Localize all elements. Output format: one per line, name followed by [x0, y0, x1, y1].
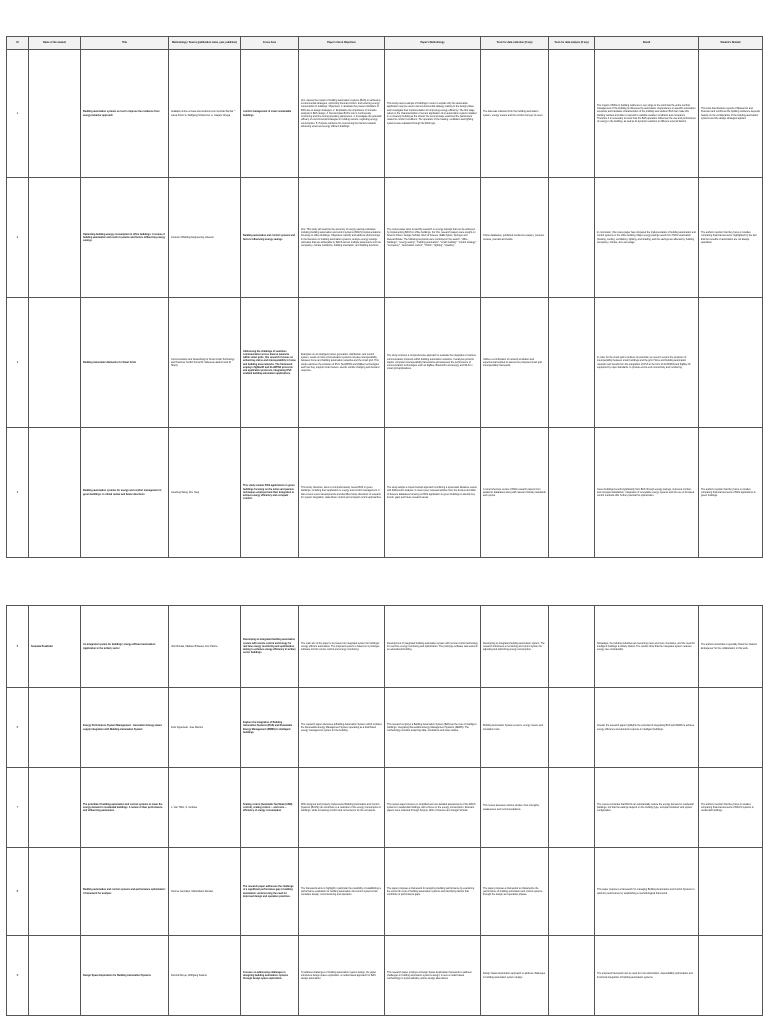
paper-title: Building Automation Networks for Smart Grids [81, 298, 169, 428]
focus-area: Developing an integrated building automation system with remote control technology for real time energy monitoring and optimization, aiming to enhance energy efficiency in tertiary sector buildings. [241, 606, 299, 688]
methodology: This study used a sample of buildings in order to explain why the automation application may be used to aid environmental strategy making in the design phase and investigate their implementation for improving energy efficiency. The first stage relied on the characterization of sensor application of an automation system installed in a university building at the school; the second stage examined the parameters related to comfort conditions. The operation of the heating, ventilation and lighting systems was evaluated through the BAS logs. [385, 50, 481, 178]
methodology: Development of integrated building automation system with remote control technology for real time energy monitoring and optimization. The prototype software was tested in an educational building. [385, 606, 481, 688]
paper-source: Guodong Wang, Zhe Yang [169, 428, 241, 558]
row-number: 1 [7, 50, 29, 178]
table-row [7, 688, 763, 768]
aim-objectives: Aim: Assess the impact of building automation systems (BAS) on achieving environmental strategies, optimizing thermal comfort, and reducing energy consumption in buildings. Objectives: 1. Evaluate the present utilization of BAS due to design strategies. 2. Emphasize the importance of scenario analysis in BAS design. 3. Demonstrate BAS's role in continuously monitoring and fine-tuning operating parameters. 4. Investigate the potential efficacy of environmental strategies in building sectors, regarding energy consumption. 5. Propose solutions for overcoming the barriers towards achieving smart and energy efficient buildings. [299, 50, 385, 178]
header-cell: Paper's Aim & Objectives [299, 37, 385, 50]
result: In order for the smart grid to achieve its potential, we need to ensure the provision of interoperability between smart buildings and the grid. Home and building automation networks can benefit from the integration of IPv6 in the form of 6LoWPAN and ZigBee IP, supported by open standards, to provide end-to-end connectivity and monitoring. [595, 298, 699, 428]
table-row [7, 848, 763, 936]
focus-area: Building automation and control systems and factors influencing energy savings [241, 178, 299, 298]
header-cell: Result [595, 37, 699, 50]
result: The review concludes that BACS can substantially reduce the energy demand in residential buildings, but that the savings depend on the building type, occupant behavior and system configuration. [595, 768, 699, 848]
paper-source: Vitor Bordas, Mathieu Brideaux, Eric Patrice [169, 606, 241, 688]
header-cell: Tools for data collection (if any) [481, 37, 549, 50]
focus-area: Explore the integration of Building Automation Systems (BAS) and Renewable Energy Management (REMS) to intelligent buildings. [241, 688, 299, 768]
focus-area: The research paper addresses the challenge of a significant performance gap in building automation, underscoring the need for improved design and operation practices. [241, 848, 299, 936]
student-name [29, 178, 81, 298]
data-collection-tools: This review assesses various studies, their strengths, weaknesses and recommendations. [481, 768, 549, 848]
data-collection-tools: The paper proposes a framework to characterize the performance of building automation and control systems through the design and operation phases. [481, 848, 549, 936]
paper-title: Energy Performance System Management - Generation Energy-aware supply integration with Building Automation System [81, 688, 169, 768]
aim-objectives: With designed and properly implemented Building Automation and Control Systems (BACS) can contribute to a reduction of the energy consumption in buildings, while increasing comfort and convenience for the occupants. [299, 768, 385, 848]
header-cell: ## [7, 37, 29, 50]
methodology: This research employs a Building Automation System (BAS) as the core of intelligent buildings, integrating Renewable Energy Management Systems (REMS). The methodology includes analyzing data, simulations and case studies. [385, 688, 481, 768]
result: The impact of BAS on building resilience is very large to the point that the entire comfort management of the building is influenced by automation. Dependence on specific automation scenarios and hardware characteristics of the building was studied. BAS can make this building resilient and able to respond to variable weather conditions and occupancy. Therefore it is necessary to know how the BAS operation influences the use and performance of energy in the building, as well as its dynamic reactions to different external factors. [595, 50, 699, 178]
header-cell: Methodology / Source (publication name, year, publisher) [169, 37, 241, 50]
header-cell: Tools for data analysis (if any) [549, 37, 595, 50]
table-row [7, 50, 763, 178]
data-analysis-tools [549, 606, 595, 688]
data-collection-tools: The data was collected from the building automation system, energy meters and the comfort surveys of users. [481, 50, 549, 178]
paper-source: Dominik Meyer, Wolfgang Kastner [169, 936, 241, 1016]
student-name [29, 688, 81, 768]
student-remark: The authors mention that they focus on studies comparing financial elements of BACS systems in residential buildings. [699, 768, 763, 848]
paper-source: Communication and Networking for Smart Grids Technology and Practices Sudhir Kumar B, Sabeena Lakshmi and M Shetty [169, 298, 241, 428]
aim-objectives: The main aim of the paper is to present an integrated system for buildings' energy efficient automation. The proposed system is based on a prototype software tool for remote control and energy monitoring. [299, 606, 385, 688]
aim-objectives: The framework aims to highlight in particular the possibility of establishing a performance evaluation for building automation and control systems that considers design, commissioning and operation. [299, 848, 385, 936]
methodology: The review paper aims to identify research on energy savings that can be achieved by implementing BACS in office buildings. For this, research papers were sought on Science Direct, Google Scholar, Web of Science, IEEE Xplore, Springer and ResearchGate. The following keywords were combined in the search: "office buildings", "energy saving", "building automation", "smart building", "control strategy", "occupancy", "automation control", "HVAC", "lighting", "shading". [385, 178, 481, 298]
header-cell: Title [81, 37, 169, 50]
table-row [7, 298, 763, 428]
row-number: 2 [7, 178, 29, 298]
paper-title: Building automation systems for energy and comfort management in green buildings: A critical review and future directions [81, 428, 169, 558]
focus-area: This study reviews BAS applications in green buildings focusing on the active and passive techniques employed and their integration to achieve energy efficiency and occupant comfort. [241, 428, 299, 558]
paper-source: Felix Figueiredo, Jose Martins [169, 688, 241, 768]
methodology: The study adopts a mixed method approach combining a systematic literature review with bibliometric analysis. It covers peer reviewed articles from the Scopus and Web of Science databases focusing on BAS application in green buildings to identify key trends, gaps and future research areas. [385, 428, 481, 558]
student-name [29, 768, 81, 848]
data-collection-tools: Developing an integrated building automation system. The research introduces a monitoring and control system for adjusting and optimizing energy consumption. [481, 606, 549, 688]
paper-source: L. Van Thillo, S. Verbeke [169, 768, 241, 848]
page-break [0, 560, 768, 605]
header-cell: Focus Area [241, 37, 299, 50]
paper-source: Journal of Building Engineering, Elsevier [169, 178, 241, 298]
aim-objectives: The research paper discusses a Building Automation System which includes the Renewable Energy Management System operating as a distributed energy management system for the building. [299, 688, 385, 768]
paper-title: Building automation systems as tool to improve the resilience from energy behavior approach [81, 50, 169, 178]
result: The proposed framework can be used for cost optimization, dependability optimization and functional integration of building automation systems. [595, 936, 699, 1016]
student-remark [699, 848, 763, 936]
aim-objectives: To address challenges of building automation system design, the paper introduces design space exploration, a model based approach for BAS design automation. [299, 936, 385, 1016]
result: Overall, the research paper highlights the potential of integrating BAS and REMS to achieve energy efficiency and demand response in intelligent buildings. [595, 688, 699, 768]
student-remark [699, 298, 763, 428]
row-number: 9 [7, 936, 29, 1016]
focus-area: Addressing the challenge of seamless communication across diverse networks within smart grids, this research focuses on enhancing end-to-end interoperability in home and building area networks. The framework employs ZigBee/IP and 6LoWPAN protocols and application protocols, integrating IPv6 enabled building automation applications. [241, 298, 299, 428]
student-remark [699, 688, 763, 768]
data-analysis-tools [549, 848, 595, 936]
data-collection-tools: Online databases, published conference papers, previous reviews, journals and books. [481, 178, 549, 298]
row-number: 6 [7, 688, 29, 768]
student-name [29, 50, 81, 178]
header-cell: Name of the student [29, 37, 81, 50]
aim-objectives: Examples on an intelligent power generation, distribution, and control system, needs on how communication systems increase interoperability between home and building automation networks and the smart grid. This study examines the inclusion of IPv6, 6LoWPAN and ZigBee technologies and how they support smart meters, electric vehicle charging and demand response. [299, 298, 385, 428]
data-analysis-tools [549, 178, 595, 298]
paper-source: Hermes Gonzalez, Maximiliano Mendez [169, 848, 241, 936]
table-row [7, 936, 763, 1016]
row-number: 4 [7, 428, 29, 558]
row-number: 5 [7, 606, 29, 688]
paper-title: Design Space Exploration for Building Automation Systems [81, 936, 169, 1016]
literature-review-table-top [6, 36, 763, 558]
row-number: 8 [7, 848, 29, 936]
focus-area: comfort management of smart sustainable buildings [241, 50, 299, 178]
aim-objectives: Aim: This study will examine the accuracy of energy savings estimates, including building automation and control systems (BACS) implementations focusing on office buildings. Objectives: Identify and address shortcomings in the literature on building automation systems; analyze energy savings estimates that are achievable by BACS across multiple parameters such as occupancy, climate conditions, building orientation, and building functions. [299, 178, 385, 298]
header-cell: Paper's Methodology [385, 37, 481, 50]
student-remark [699, 936, 763, 1016]
table-row [7, 606, 763, 688]
student-name [29, 428, 81, 558]
methodology: This review paper focuses on simplified and non-detailed assessments of the BACS systems in residential buildings, with a focus on the energy consumption. Relevant papers were collected through Scopus, Web of Science and Google Scholar. [385, 768, 481, 848]
data-analysis-tools [549, 50, 595, 178]
data-collection-tools: Utilizes a combination of network simulation and experimental testbed to assess the proposed smart grid interoperability framework. [481, 298, 549, 428]
literature-review-table-bottom [6, 605, 763, 1016]
table-row [7, 428, 763, 558]
student-name: Soumaia Boukhdar [29, 606, 81, 688]
student-remark: The authors mention that they focus on studies comparing financial elements, highlighted by the fact that the benefits of automation are not always quantified. [699, 178, 763, 298]
result: Green buildings benefit significantly from BAS through energy savings, improved comfort, and occupant satisfaction. Integration of renewable energy systems and the use of AI based control methods offer further potential for optimization. [595, 428, 699, 558]
data-analysis-tools [549, 936, 595, 1016]
paper-title: An integrated system for buildings' energy-efficient automation: Application in the tertiary sector [81, 606, 169, 688]
data-analysis-tools [549, 688, 595, 768]
data-collection-tools: Design Space Exploration approach to address challenges in building automation system design. [481, 936, 549, 1016]
student-name [29, 848, 81, 936]
header-row [7, 37, 763, 50]
header-cell: Student's Remark [699, 37, 763, 50]
methodology: The study employs a comprehensive approach to evaluate the integration of various communication protocols within building automation networks. It analyzes protocol stacks, compares interoperability frameworks and assesses the performance of communication technologies such as ZigBee, Bluetooth Low Energy and Wi-Fi in smart grid applications. [385, 298, 481, 428]
data-analysis-tools [549, 298, 595, 428]
student-name [29, 936, 81, 1016]
focus-area: Scaling control (Automatic Set Mode (ASM) control), scaling control ... and more ... efficiency of energy consumption. [241, 768, 299, 848]
methodology: The paper proposes a framework for analyzing building performance by examining the entire life cycle of building automation systems and identifying factors that contribute to performance gaps. [385, 848, 481, 936]
student-remark: The authors mention that they focus on studies comparing financial elements of BAS applications in green buildings. [699, 428, 763, 558]
result: This paper proposes a framework for managing Building Automation and Control Systems to optimize performance by establishing a methodological framework. [595, 848, 699, 936]
student-name [29, 298, 81, 428]
student-remark: This work has literature reports of Masseroni and Peterson and confirmed the building resilience depends heavily on the configuration of the building automation systems and the design strategies applied. [699, 50, 763, 178]
data-analysis-tools [549, 768, 595, 848]
data-analysis-tools [549, 428, 595, 558]
paper-source: Available online at www.sciencedirect.com Gonzalo Bernal, * Laura Kinzel a, Wolfgang Schlemmer a, Joaquin Ortega [169, 50, 241, 178]
methodology: This research paper employs a Design Space Exploration framework to address challenges in building automation systems design; it uses a model based methodology to systematically explore design alternatives. [385, 936, 481, 1016]
result: In conclusion, this review paper has compared the implementation of building automation and control systems in the office building. Major energy savings result from HVAC automation (heating, cooling, ventilation), lighting, and shading, and the savings are affected by building occupancy, climate, size and usage. [595, 178, 699, 298]
aim-objectives: This study, therefore, aims to comprehensively review BAS in green buildings, including their application in energy and comfort management. It also covers recent developments and identifies future directions of research for system integration, data driven control and occupant centric approaches. [299, 428, 385, 558]
paper-title: The potential of building automation and control systems to lower the energy demand in residential buildings: A review of their performance and influencing parameters [81, 768, 169, 848]
data-collection-tools: Building Automation System sensors, energy meters and simulation tools. [481, 688, 549, 768]
data-collection-tools: A comprehensive review of BAS research papers from academic databases along with relevant industry standards and reports. [481, 428, 549, 558]
table-row [7, 768, 763, 848]
row-number: 3 [7, 298, 29, 428]
student-remark: The authors would like to specially thank the 'Ateliers Endogenes' for the collaboration in this work. [699, 606, 763, 688]
paper-title: Building automation and control systems and performance optimization: A framework for analysis [81, 848, 169, 936]
result: Nowadays, the building industries are becoming more and more innovative, and the need for intelligent buildings is widely shared. The results show that the integrated system reduces energy use considerably. [595, 606, 699, 688]
table-row [7, 178, 763, 298]
paper-title: Optimizing building energy consumption in office buildings: A review of building automation and control systems and factors influencing energy savings [81, 178, 169, 298]
row-number: 7 [7, 768, 29, 848]
focus-area: Focuses on addressing challenges in designing building automation systems through design space exploration. [241, 936, 299, 1016]
